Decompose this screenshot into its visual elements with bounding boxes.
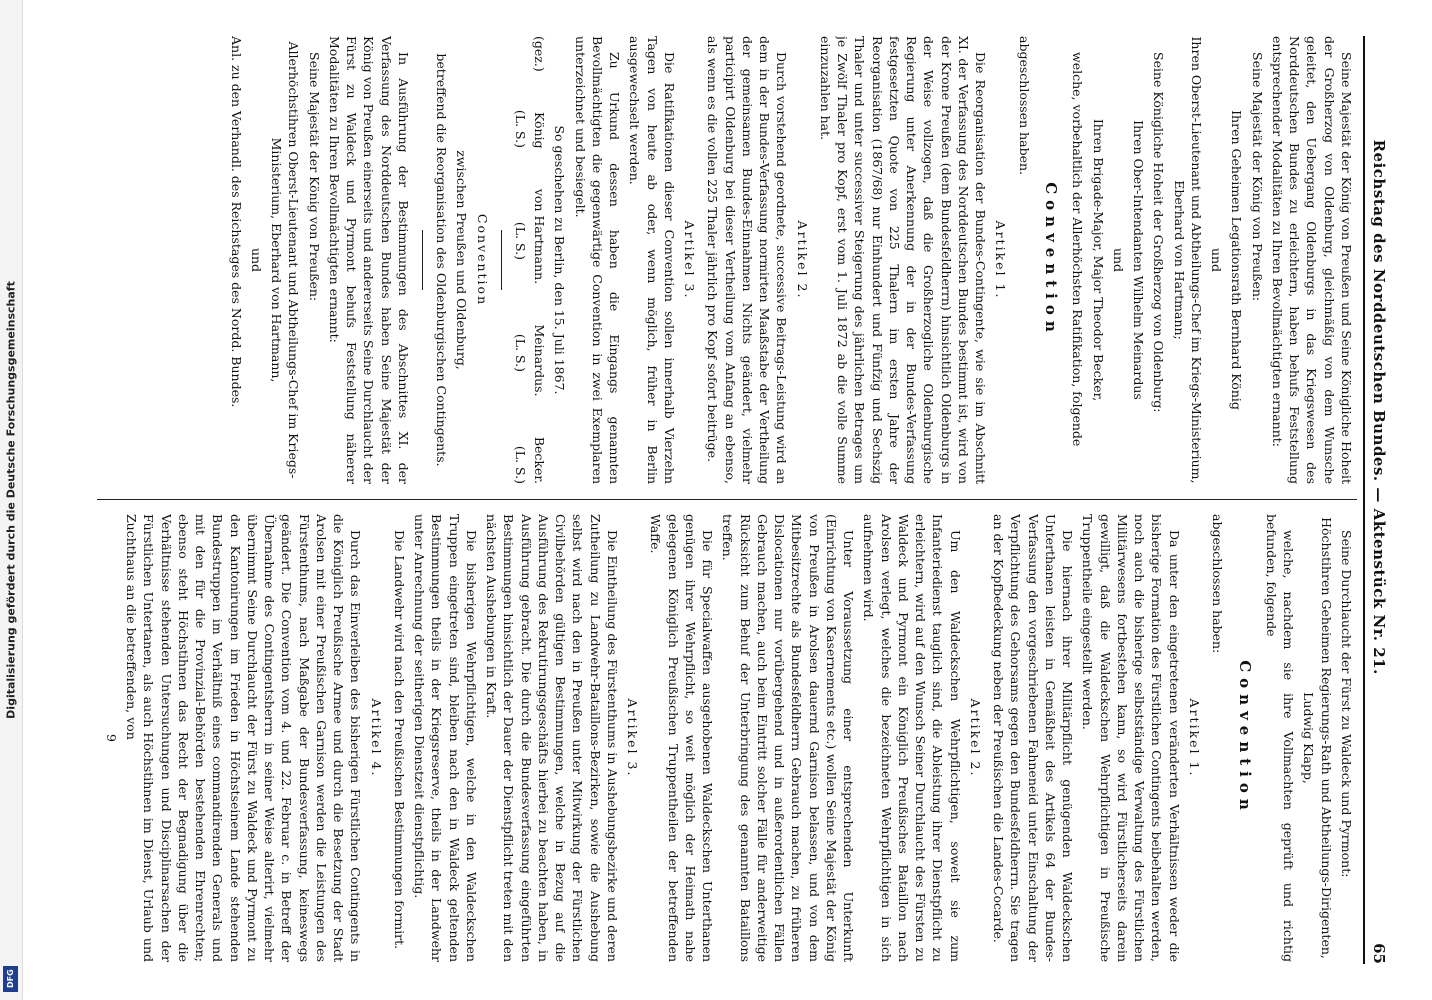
left-column (85, 36, 1355, 484)
article-text: Die für Specialwaffen ausgehobenen Waldeckschen Unterthanen genügen ihrer Wehrpflicht, so weit möglich der Heimath nahe gelegenen Königlich Preußischen Truppentheilen der betreffenden Waffe. (648, 514, 716, 962)
signatory-name: König (532, 111, 548, 149)
convention-heading: Convention (1042, 182, 1061, 338)
plenipotentiary: Allerhöchstihren Oberst-Lieutenant und Abtheilungs-Chef im Kriegs-Ministerium, Eberhard von Hartmann, (269, 41, 302, 479)
signatory-name: Meinardus. (532, 324, 548, 397)
footnote: Anl. zu den Verhandl. des Reichstages des Nordd. Bundes. (228, 36, 244, 408)
article-text: Unter Voraussetzung einer entsprechenden Unterkunft (Einrichtung von Kasernements etc.) wollen Seine Majestät der König von Preußen in Arolsen dauernd Garnison belassen, und von dem Mitbesitzrechte als Bundesfeldherrn Gebrauch machen, zu früheren Dislocationen nur vorübergehend und in außerordentlichen Fällen Gebrauch machen, auch beim Eintritt solcher Fälle für anderweitige Rücksicht zum Behuf der Unterbringung des genannten Bataillons treffen. (720, 514, 857, 962)
paragraph: abgeschlossen haben: (1210, 514, 1226, 654)
digitization-credit: Digitalisierung gefördert durch die Deutsche Forschungsgemeinschaft (4, 281, 18, 719)
right-column (85, 514, 1355, 962)
seal: (L. S.) (512, 333, 528, 372)
section-rule (422, 230, 423, 290)
article-text: Die bisherigen Wehrpflichtigen, welche in den Waldeckschen Truppen eingetreten sind, bleiben nach den in Waldeck geltenden Bestimmungen theils in der Kriegsreserve, theils in der Landwehr unter Anrechnung der seitherigen Dienstzeit dienstpflichtig. (412, 514, 479, 962)
article-text: Zu Urkund dessen haben die Eingangs genannten Bevollmächtigten die gegenwärtige Convention in zwei Exemplaren unterzeichnet und besiegelt. (572, 36, 623, 484)
plenipotentiary: Ihren Brigade-Major, Major Theodor Becker, (1090, 118, 1106, 402)
place-date: So geschehen zu Berlin, den 15. Juli 1867. (552, 125, 568, 395)
page-number: 65 (1370, 943, 1389, 964)
scanned-page (22, 0, 1432, 1000)
scanner-margin (0, 0, 23, 1000)
paragraph: welche, nachdem sie ihre Vollmachten geprüft und richtig befunden, folgende (1264, 514, 1297, 962)
article-title: Artikel 3. (682, 220, 698, 300)
article-title: Artikel 1. (1186, 698, 1202, 778)
plenipotentiary: Ihren Geheimen Legationsrath Bernhard König (1229, 110, 1245, 410)
paragraph: In Ausführung der Bestimmungen des Abschnittes XI. der Verfassung des Norddeutschen Bundes haben Seine Majestät der König von Preußen einerseits und andererseits Seine Durchlaucht der Fürst zu Waldeck und Pyrmont behufs Feststellung näherer Modalitäten zu Ihren Bevollmächtigten ernannt: (326, 36, 411, 484)
convention-subtitle: betreffend die Reorganisation des Oldenburgischen Contingents. (434, 53, 450, 467)
section-rule (501, 230, 502, 290)
dfg-logo: DFG (3, 966, 18, 992)
article-text: Da unter den eingetretenen veränderten Verhältnissen weder die bisherige Formation des Fürstlichen Contingents beibehalten werden, noch auch die bisherige selbstständige Verwaltung des Fürstlichen Militärwesens fortbestehen kann, so wird Fürstlicherseits darein gewilligt, daß die Waldeckschen Wehrpflichtigen in Preußische Truppentheile eingestellt werden. (1080, 514, 1182, 962)
article-text: Durch das Einverleiben des bisherigen Fürstlichen Contingents in die Königlich Preußische Armee und durch die Besetzung der Stadt Arolsen mit einer Preußischen Garnison werden die Leistungen des Fürstenthums, nach Maßgabe der Bundesverfassung, keineswegs geändert. Die Convention vom 4. und 22. Februar c. in Betreff der Übernahme des Contingentsherrn in seiner Weise alterirt, vielmehr übernimmt Seine Durchlaucht der Fürst zu Waldeck und Pyrmont zu den Kantonirungen im Frieden in Höchstseinem Lande stehenden Bundestruppen im Verhältniß eines commandirenden Generals und mit den für die Provinzial-Behörden bestehenden Ehrenrechten; ebenso steht Höchstihnen das Recht der Begnadigung über die Verhältnisse stehenden Untersuchungen und Disciplinarsachen der Fürstlichen Untertanen, als auch Höchstihnen im Dienst, Urlaub und Zuchthaus an die betreffenden, von (124, 514, 364, 962)
article-text: Die Landwehr wird nach den Preußischen Bestimmungen formirt. (391, 530, 407, 950)
article-title: Artikel 4. (368, 698, 384, 778)
convention-title: Convention (474, 213, 490, 307)
plenipotentiary: Ihren Ober-Intendanten Wilhelm Meinardus (1131, 120, 1147, 400)
signatory-name: von Hartmann. (532, 188, 548, 285)
seal: (L. S.) (512, 445, 528, 484)
conjunction: und (1209, 247, 1225, 273)
conjunction: und (248, 247, 264, 273)
article-title: Artikel 2. (794, 220, 810, 300)
signatory-heading: Seine Königliche Hoheit der Großherzog von Oldenburg: (1151, 52, 1167, 413)
plenipotentiary: Ihren Oberst-Lieutenant und Abtheilungs-Chef im Kriegs-Ministerium, Eberhard von Hartmann; (1171, 36, 1204, 484)
article-text: Die Ratifikationen dieser Convention sollen innerhalb Vierzehn Tagen von heute ab oder, wenn möglich, früher in Berlin ausgewechselt werden. (627, 36, 677, 484)
article-text: Die hiernach ihrer Militärpflicht genügenden Waldeckschen Unterthanen leisten in Gemäßheit des Artikels 64 der Bundes-Verfassung den vorgeschriebenen Fahneneid unter Einschaltung der Verpflichtung des Gehorsams gegen den Bundesfeldherrn. Sie tragen an der Kopfbedeckung neben der Preußischen die Landes-Cocarde. (991, 514, 1076, 962)
article-text: Um den Waldeckschen Wehrpflichtigen, soweit sie zum Infanteriedienst tauglich sind, die Ableistung ihrer Dienstpflicht zu erleichtern, wird auf den Wunsch Seiner Durchlaucht des Fürsten zu Waldeck und Pyrmont ein Königlich Preußisches Bataillon nach Arolsen verlegt, welches die bezeichneten Wehrpflichtigen in sich aufnehmen wird. (861, 514, 963, 962)
convention-subtitle: zwischen Preußen und Oldenburg, (454, 150, 470, 370)
sig-prefix: (gez.) (532, 36, 548, 72)
signature-row (531, 36, 548, 484)
plenipotentiary: Höchstihren Geheimen Regierungs-Rath und Abtheilungs-Dirigenten, Ludwig Klapp, (1301, 517, 1334, 959)
seal-row (512, 36, 529, 484)
conjunction: und (1111, 247, 1126, 273)
signatory-heading: Seine Durchlaucht der Fürst zu Waldeck und Pyrmont: (1339, 530, 1354, 878)
signature-mark: 9 (103, 734, 119, 742)
preamble: Seine Majestät der König von Preußen und Seine Königliche Hoheit der Großherzog von Oldenburg, gleichmäßig von dem Wunsche geleitet, den Uebergang Oldenburgs in das Kriegswesen des Norddeutschen Bundes zu erleichtern, haben behufs Feststellung entsprechender Modalitäten zu Ihren Bevollmächtigten ernannt: (1270, 36, 1354, 484)
signatory-name: Becker. (532, 436, 548, 484)
article-title: Artikel 1. (993, 220, 1009, 300)
article-title: Artikel 2. (967, 698, 983, 778)
article-text: Die Reorganisation der Bundes-Contingente, wie sie im Abschnitt XI. der Verfassung des Norddeutschen Bundes bestimmt ist, wird von der Krone Preußen (dem Bundesfeldherrn) hinsichtlich Oldenburgs in der Weise vollzogen, daß die Großherzogliche Oldenburgische Regierung unter Anerkennung der in der Bundes-Verfassung festgesetzten Quote von 225 Thalern im ersten Jahre der Reorganisation (1867/68) nur Einhundert und Fünfzig und Sechszig Thaler und unter successiver Steigerung des jährlichen Betrages um je Zwölf Thaler pro Kopf, erst vom 1. Juli 1872 ab die volle Summe einzuzahlen hat. (817, 36, 989, 484)
signatory-heading: Seine Majestät der König von Preußen: (1249, 52, 1265, 302)
running-title: Reichstag des Norddeutschen Bundes. — Aktenstück Nr. 21. (1370, 139, 1389, 675)
signatory-heading: Seine Majestät der König von Preußen: (306, 52, 322, 302)
article-text: Die Eintheilung des Fürstenthums in Aushebungsbezirke und deren Zutheilung zu Landwehr-Bataillons-Bezirken, sowie die Aushebung selbst wird nach den in Preußen unter Mitwirkung der Fürstlichen Civilbehörden gültigen Bestimmungen, welche in Bezug auf die Ausführung des Rekrutirungsgeschäfts hierbei zu beachten haben, in Ausführung gebracht. Die durch die Bundesverfassung eingeführten Bestimmungen hinsichtlich der Dauer der Dienstpflicht treten mit den nächsten Aushebungen in Kraft. (484, 514, 620, 962)
paragraph: abgeschlossen haben. (1016, 36, 1032, 176)
column-divider (97, 499, 1357, 500)
page-header (1363, 36, 1393, 964)
paragraph: welche, vorbehaltlich der Allerhöchsten Ratifikation, folgende (1070, 52, 1086, 447)
article-title: Artikel 3. (625, 698, 641, 778)
seal: (L. S.) (512, 109, 528, 148)
rotated-page-content (57, 20, 1397, 980)
seal: (L. S.) (512, 221, 528, 260)
convention-heading: Convention (1235, 660, 1254, 816)
article-text: Durch vorstehend geordnete, successive Beitrags-Leistung wird an dem in der Bundes-Verfassung normirten Maaßstabe der Vertheilung der gemeinsamen Bundes-Einnahmen Nichts geändert, vielmehr participirt Oldenburg bei dieser Vertheilung vom Anfang an ebenso, als wenn es die vollen 225 Thaler jährlich pro Kopf sofort beitrüge. (705, 36, 790, 484)
